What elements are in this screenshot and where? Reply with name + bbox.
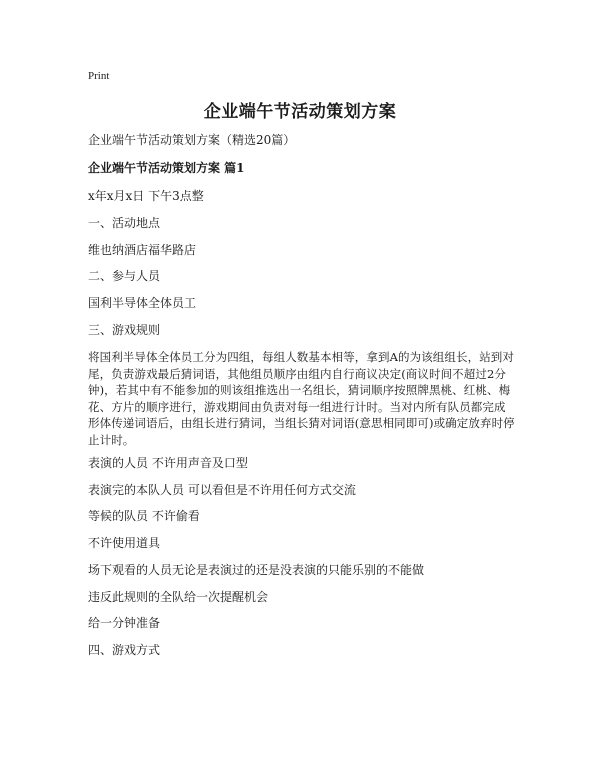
location-heading: 一、活动地点 [88,216,161,230]
rule-item: 不许使用道具 [88,536,161,550]
game-method-heading: 四、游戏方式 [88,643,161,657]
section-heading: 企业端午节活动策划方案 篇1 [88,161,245,175]
rule-item: 场下观看的人员无论是表演过的还是没表演的只能乐别的不能做 [88,563,425,577]
document-title: 企业端午节活动策划方案 [203,102,397,122]
document-subtitle: 企业端午节活动策划方案（精选20篇） [88,133,296,147]
event-time-line: x年x月x日 下午3点整 [88,189,204,203]
rules-paragraph: 将国利半导体全体员工分为四组，每组人数基本相等，拿到A的为该组组长，站到对尾，负责游戏最后猜词语，其他组员顺序由组内自行商议决定(商议时间不超过2分钟)，若其中有不能参加的则该组推选出一名组长，猜词顺序按照牌黑桃、红桃、梅花、方片的顺序进行，游戏期间由负责对每一组进行计时。当对内所有队员都完成形体传递词语后，由组长进行猜词，当组长猜对词语(意思相同即可)或确定放弃时停止计时。 [88,350,515,447]
print-link[interactable]: Print [88,70,110,82]
participants-text: 国利半导体全体员工 [88,296,197,310]
rule-item: 表演完的本队人员 可以看但是不许用任何方式交流 [88,483,356,497]
rule-item: 给一分钟准备 [88,616,161,630]
rules-heading: 三、游戏规则 [88,323,161,337]
rule-item: 表演的人员 不许用声音及口型 [88,456,248,470]
rule-item: 等候的队员 不许偷看 [88,509,200,523]
location-text: 维也纳酒店福华路店 [88,243,197,257]
rule-item: 违反此规则的全队给一次提醒机会 [88,590,269,604]
participants-heading: 二、参与人员 [88,269,161,283]
